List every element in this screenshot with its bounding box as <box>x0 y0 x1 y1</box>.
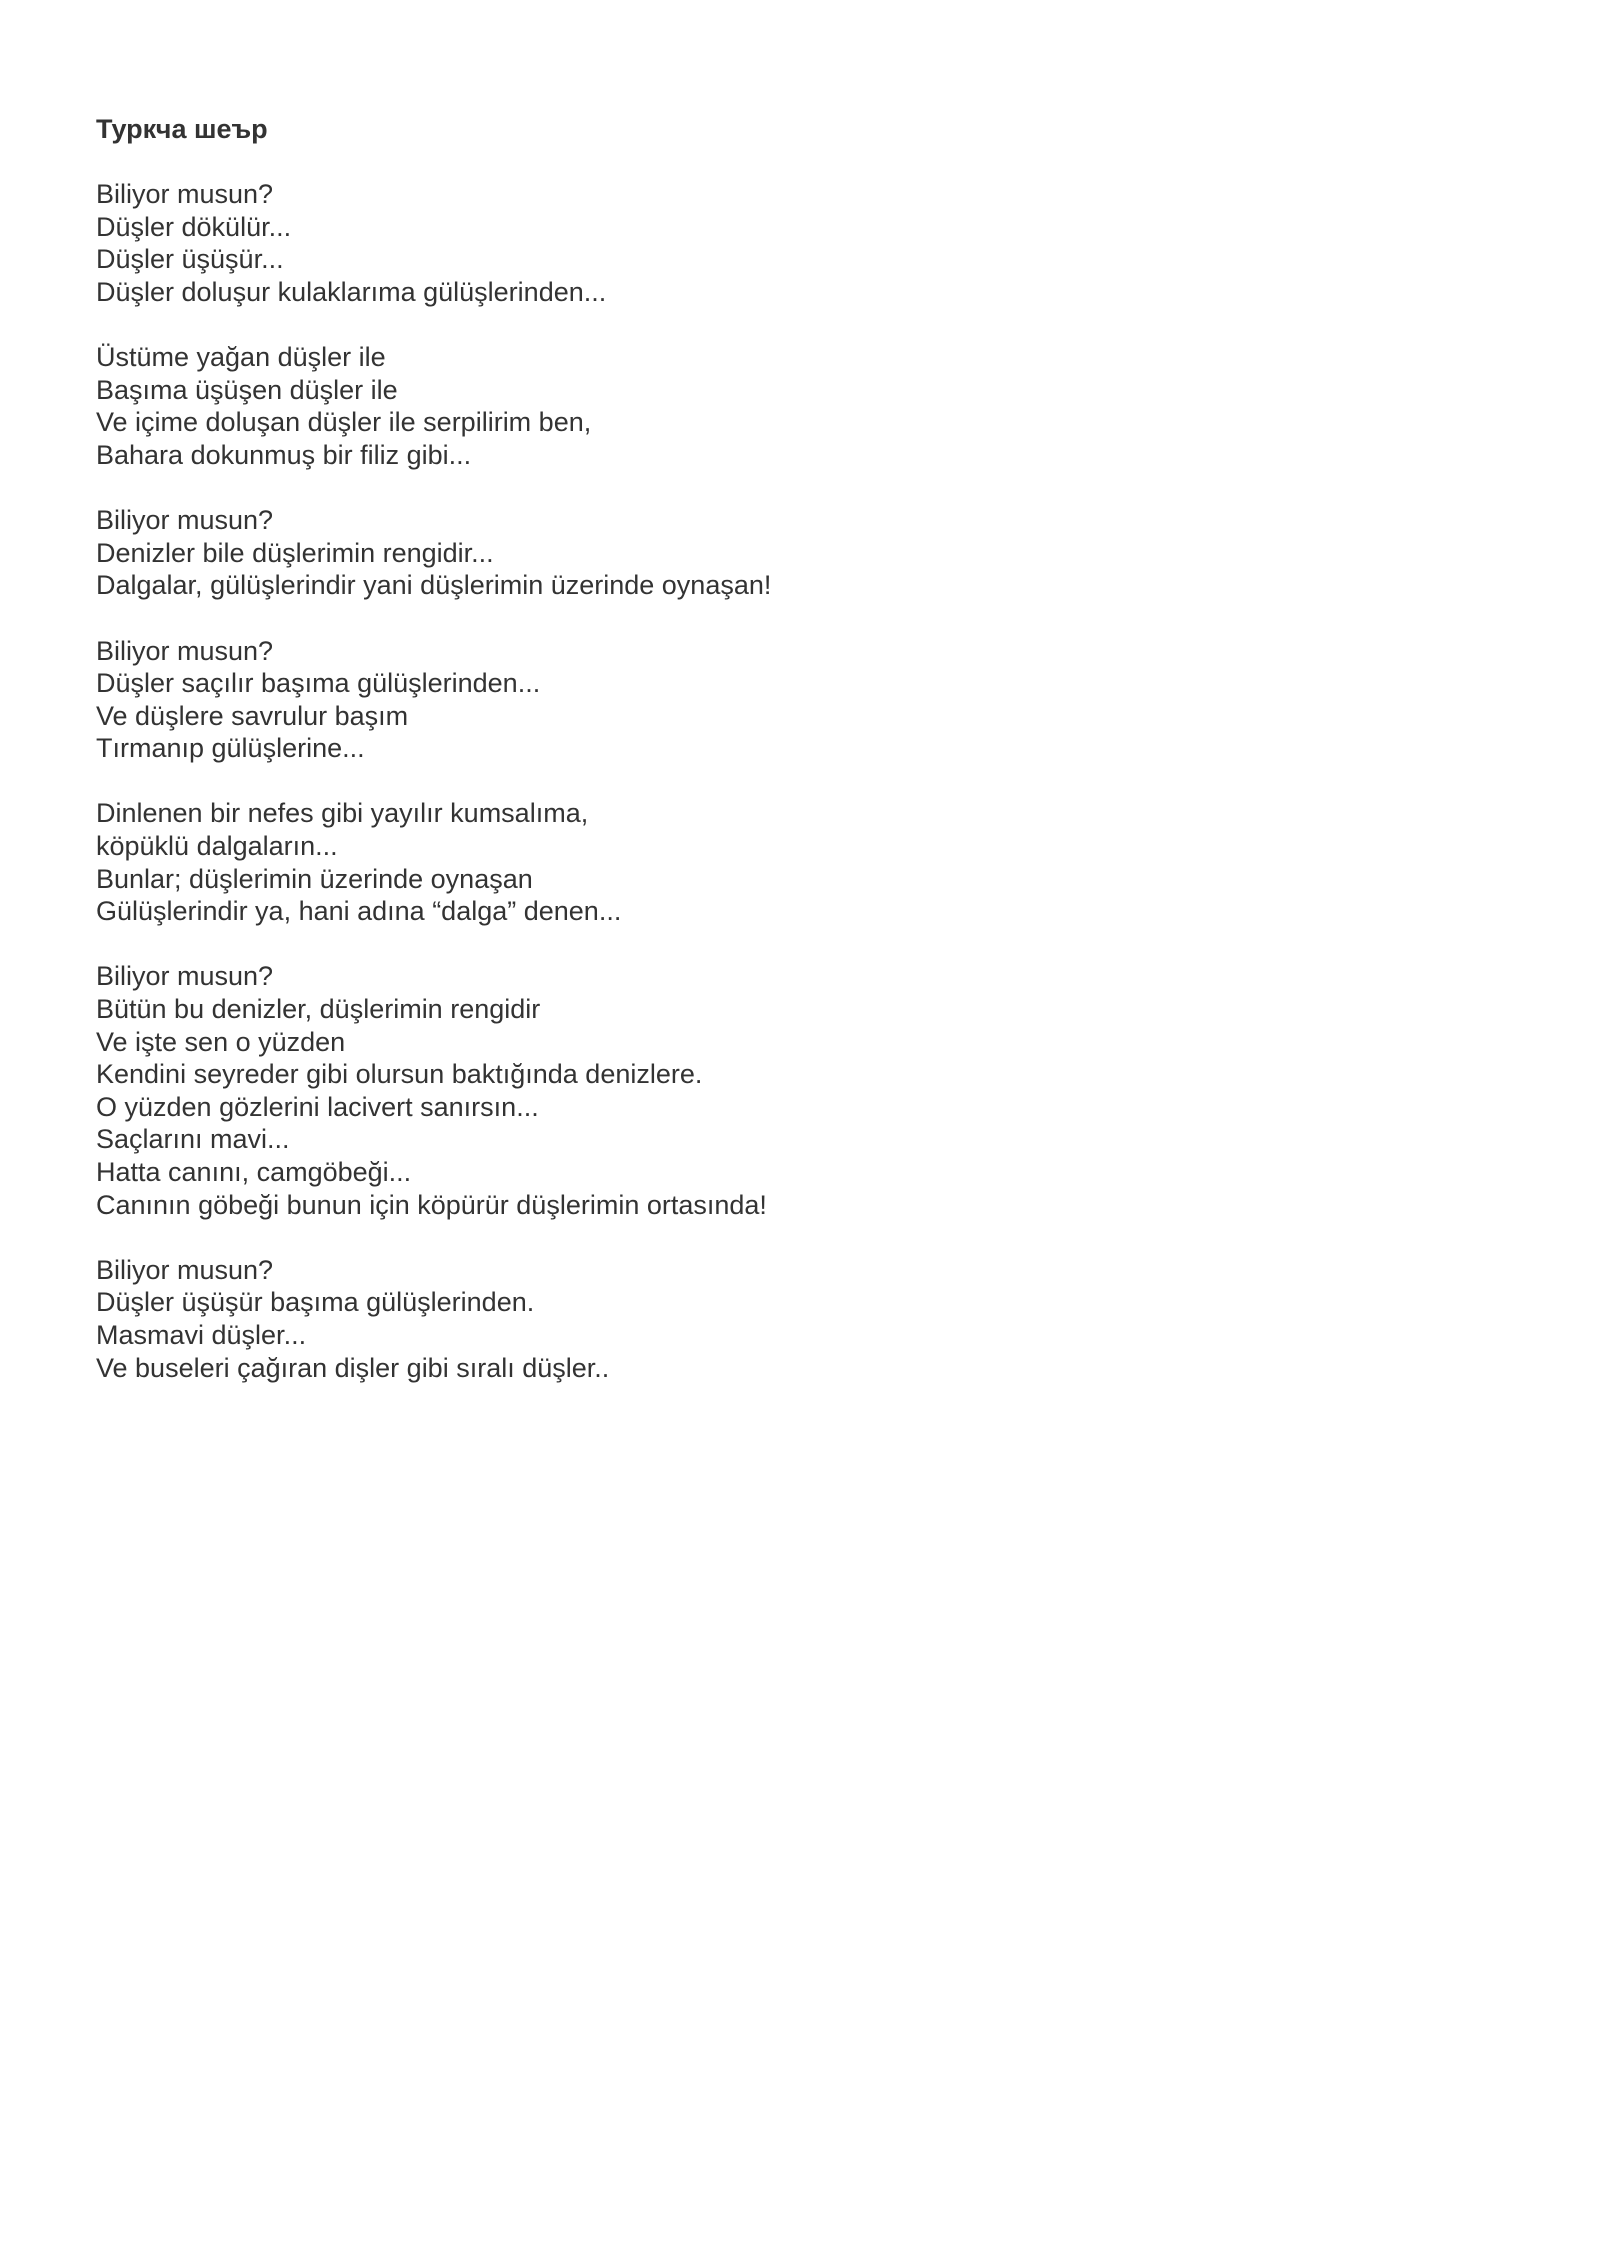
poem-line: Saçlarını mavi... <box>96 1124 290 1155</box>
poem-line: Düşler üşüşür... <box>96 244 284 275</box>
poem-line: O yüzden gözlerini lacivert sanırsın... <box>96 1091 539 1122</box>
stanza-1 <box>96 178 1496 308</box>
stanza-6 <box>96 960 1496 1221</box>
poem-line: Düşler üşüşür başıma gülüşlerinden. <box>96 1287 535 1318</box>
poem-line: Canının göbeği bunun için köpürür düşlerimin ortasında! <box>96 1189 767 1220</box>
poem-line: Düşler dökülür... <box>96 211 292 242</box>
poem-title: Туркча шеър <box>96 114 268 144</box>
poem-line: Biliyor musun? <box>96 179 274 210</box>
poem-line: Biliyor musun? <box>96 961 274 992</box>
poem-line: Düşler saçılır başıma gülüşlerinden... <box>96 668 541 699</box>
poem-line: Gülüşlerindir ya, hani adına “dalga” denen... <box>96 896 622 927</box>
poem-line: Ve işte sen o yüzden <box>96 1026 346 1057</box>
stanza-7 <box>96 1254 1496 1384</box>
stanza-2 <box>96 341 1496 471</box>
poem-line: Ve düşlere savrulur başım <box>96 700 409 731</box>
poem-line: Hatta canını, camgöbeği... <box>96 1157 412 1187</box>
poem-line: Düşler doluşur kulaklarıma gülüşlerinden... <box>96 276 607 307</box>
stanza-5 <box>96 797 1496 927</box>
poem-line: Bahara dokunmuş bir filiz gibi... <box>96 439 472 470</box>
poem-line: Kendini seyreder gibi olursun baktığında denizlere. <box>96 1059 703 1090</box>
poem-line: Denizler bile düşlerimin rengidir... <box>96 537 494 568</box>
poem-line: Tırmanıp gülüşlerine... <box>96 733 365 764</box>
poem-line: Biliyor musun? <box>96 505 274 536</box>
poem-line: köpüklü dalgaların... <box>96 831 338 862</box>
stanza-3 <box>96 504 1496 602</box>
poem-line: Bütün bu denizler, düşlerimin rengidir <box>96 994 541 1025</box>
poem-line: Dinlenen bir nefes gibi yayılır kumsalıma, <box>96 798 589 829</box>
poem-line: Bunlar; düşlerimin üzerinde oynaşan <box>96 863 533 894</box>
poem-line: Ve içime doluşan düşler ile serpilirim ben, <box>96 407 592 438</box>
poem-line: Masmavi düşler... <box>96 1319 307 1350</box>
stanza-4 <box>96 635 1496 765</box>
poem-line: Üstüme yağan düşler ile <box>96 342 386 373</box>
document-page <box>96 113 1496 1417</box>
poem-line: Biliyor musun? <box>96 1254 274 1285</box>
poem-line: Dalgalar, gülüşlerindir yani düşlerimin üzerinde oynaşan! <box>96 570 772 601</box>
poem-line: Biliyor musun? <box>96 635 274 666</box>
poem-line: Başıma üşüşen düşler ile <box>96 374 398 405</box>
poem-line: Ve buseleri çağıran dişler gibi sıralı düşler.. <box>96 1352 610 1383</box>
